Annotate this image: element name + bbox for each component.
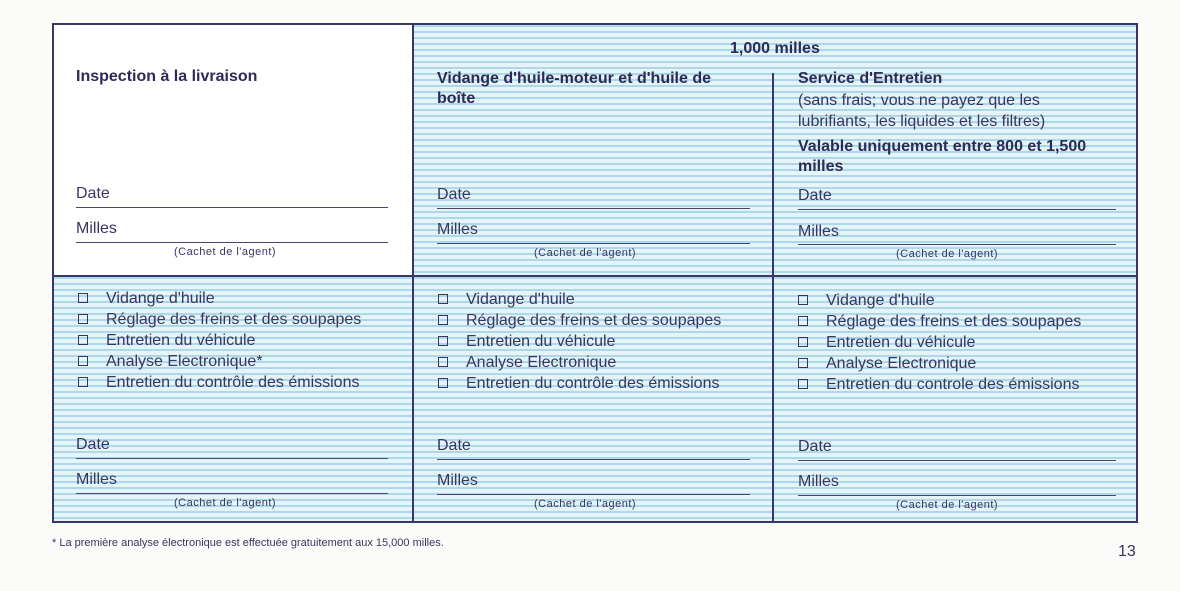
miles-label: Milles: [76, 220, 117, 237]
service-title: Service d'Entretien: [798, 70, 943, 87]
date-field[interactable]: [76, 207, 388, 208]
miles-field[interactable]: [76, 242, 388, 243]
checklist: [438, 289, 721, 394]
checklist-label: Analyse Electronique: [466, 354, 617, 371]
service-record-grid: [52, 23, 1138, 523]
dealer-stamp-label: (Cachet de l'agent): [896, 248, 999, 260]
checklist-item[interactable]: [78, 309, 361, 330]
checklist-item[interactable]: [78, 351, 361, 372]
checklist-item[interactable]: [438, 310, 721, 331]
checkbox[interactable]: [78, 335, 88, 345]
date-label: Date: [437, 437, 471, 454]
miles-field[interactable]: [798, 495, 1116, 496]
checklist-item[interactable]: [438, 289, 721, 310]
dealer-stamp-label: (Cachet de l'agent): [174, 497, 277, 509]
checklist: [78, 288, 361, 393]
date-field[interactable]: [76, 458, 388, 459]
date-label: Date: [76, 436, 110, 453]
checklist-label: Analyse Electronique*: [106, 353, 263, 370]
checkbox[interactable]: [438, 294, 448, 304]
dealer-stamp-label: (Cachet de l'agent): [174, 246, 277, 258]
checklist-item[interactable]: [798, 374, 1081, 395]
checkbox[interactable]: [798, 316, 808, 326]
checklist-label: Réglage des freins et des soupapes: [826, 313, 1082, 330]
checklist-label: Entretien du contrôle des émissions: [106, 374, 360, 391]
checklist-item[interactable]: [798, 290, 1081, 311]
checklist-label: Entretien du contrôle des émissions: [466, 375, 720, 392]
first-service-cell: [414, 25, 1136, 275]
column-divider: [772, 73, 774, 275]
date-label: Date: [798, 187, 832, 204]
checklist-label: Vidange d'huile: [466, 291, 575, 308]
checkbox[interactable]: [438, 336, 448, 346]
date-label: Date: [437, 186, 471, 203]
checklist-label: Réglage des freins et des soupapes: [106, 311, 362, 328]
checkbox[interactable]: [78, 377, 88, 387]
dealer-stamp-label: (Cachet de l'agent): [534, 247, 637, 259]
footnote: * La première analyse électronique est effectuée gratuitement aux 15,000 milles.: [52, 537, 444, 549]
oil-change-title: Vidange d'huile-moteur et d'huile de boîte: [437, 70, 712, 107]
checklist-item[interactable]: [78, 288, 361, 309]
checklist-item[interactable]: [78, 330, 361, 351]
miles-label: Milles: [798, 473, 839, 490]
date-label: Date: [798, 438, 832, 455]
checkbox[interactable]: [798, 358, 808, 368]
checkbox[interactable]: [798, 379, 808, 389]
dealer-stamp-label: (Cachet de l'agent): [896, 499, 999, 511]
checklist-item[interactable]: [438, 352, 721, 373]
date-label: Date: [76, 185, 110, 202]
service-cell-2: [414, 277, 772, 521]
service-validity: Valable uniquement entre 800 et 1,500 milles: [798, 138, 1087, 175]
dealer-stamp-label: (Cachet de l'agent): [534, 498, 637, 510]
miles-field[interactable]: [798, 244, 1116, 245]
checkbox[interactable]: [438, 315, 448, 325]
miles-label: Milles: [437, 221, 478, 238]
checklist-label: Analyse Electronique: [826, 355, 977, 372]
checklist-item[interactable]: [798, 332, 1081, 353]
checkbox[interactable]: [438, 357, 448, 367]
checklist-item[interactable]: [438, 373, 721, 394]
checkbox[interactable]: [438, 378, 448, 388]
miles-label: Milles: [437, 472, 478, 489]
checklist-label: Entretien du véhicule: [826, 334, 976, 351]
checklist-label: Entretien du véhicule: [106, 332, 256, 349]
miles-label: Milles: [798, 223, 839, 240]
miles-field[interactable]: [437, 494, 750, 495]
date-field[interactable]: [798, 209, 1116, 210]
date-field[interactable]: [798, 460, 1116, 461]
miles-field[interactable]: [76, 493, 388, 494]
page-number: 13: [1118, 543, 1136, 560]
checklist-label: Entretien du véhicule: [466, 333, 616, 350]
delivery-cell: [54, 25, 412, 275]
service-note: (sans frais; vous ne payez que les lubrifiants, les liquides et les filtres): [798, 92, 1046, 130]
checkbox[interactable]: [798, 295, 808, 305]
checkbox[interactable]: [798, 337, 808, 347]
checkbox[interactable]: [78, 314, 88, 324]
checkbox[interactable]: [78, 293, 88, 303]
checklist-item[interactable]: [798, 311, 1081, 332]
milestone-heading: 1,000 milles: [730, 40, 820, 57]
checklist-label: Vidange d'huile: [106, 290, 215, 307]
miles-field[interactable]: [437, 243, 750, 244]
checklist-item[interactable]: [78, 372, 361, 393]
delivery-title: Inspection à la livraison: [76, 68, 258, 85]
date-field[interactable]: [437, 459, 750, 460]
checklist-label: Réglage des freins et des soupapes: [466, 312, 722, 329]
miles-label: Milles: [76, 471, 117, 488]
checklist-item[interactable]: [798, 353, 1081, 374]
date-field[interactable]: [437, 208, 750, 209]
service-cell-3: [774, 277, 1136, 521]
service-cell-1: [54, 277, 412, 521]
checklist: [798, 290, 1081, 395]
checklist-label: Vidange d'huile: [826, 292, 935, 309]
checkbox[interactable]: [78, 356, 88, 366]
checklist-item[interactable]: [438, 331, 721, 352]
checklist-label: Entretien du controle des émissions: [826, 376, 1080, 393]
